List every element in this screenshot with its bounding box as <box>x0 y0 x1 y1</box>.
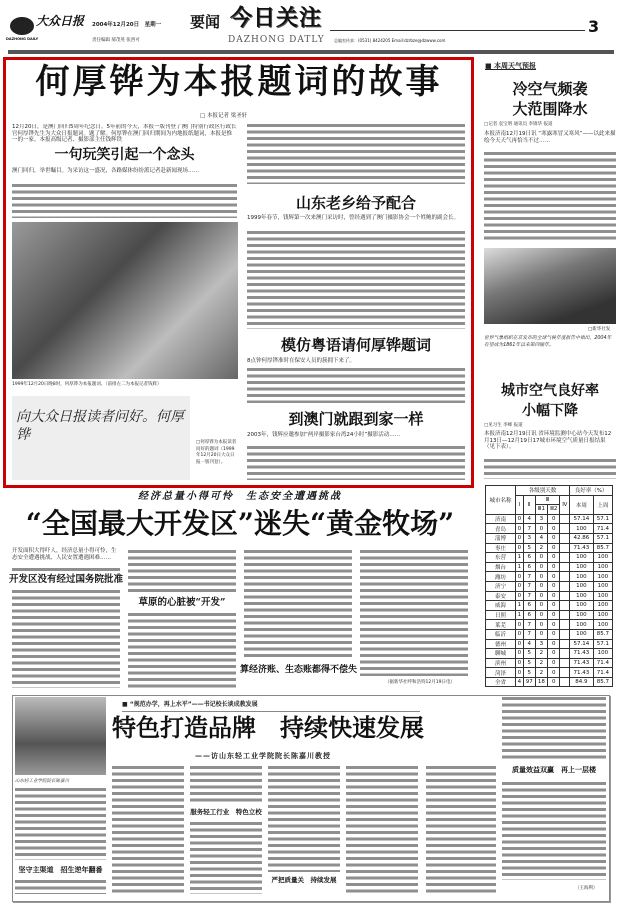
table-cell: 71.43 <box>570 649 594 659</box>
weather-title-1: 冷空气频袭 <box>512 80 588 98</box>
table-cell: 烟台 <box>486 562 516 572</box>
newspaper-logo-icon <box>10 17 34 35</box>
table-cell: 85.7 <box>593 677 612 687</box>
table-cell: 全省 <box>486 677 516 687</box>
table-cell: 42.86 <box>570 533 594 543</box>
table-cell: 2 <box>535 668 547 678</box>
section-snippet: 8点钟何厚铧准时在保安人员的簇拥下来了。 <box>247 358 356 364</box>
table-cell: 71.4 <box>593 658 612 668</box>
table-cell: 84.9 <box>570 677 594 687</box>
subhead-cantonese: 模仿粤语请何厚铧题词 <box>280 336 431 354</box>
table-cell: 100 <box>570 601 594 611</box>
devzone-snippet: 开发面积大得吓人，经济总量小得可怜，生态安全遭遇挑战、人民安置遭遇困难…… <box>12 548 117 561</box>
table-cell: 0 <box>548 620 560 630</box>
table-cell: 4 <box>515 677 523 687</box>
subhead-macau-home: 到澳门就跟到家一样 <box>288 410 424 428</box>
table-cell: 57.1 <box>593 533 612 543</box>
table-cell: 0 <box>548 629 560 639</box>
article-text <box>12 568 120 572</box>
interview-author: （王海利） <box>575 886 598 891</box>
table-cell: 0 <box>515 639 523 649</box>
table-cell: 57.1 <box>593 514 612 524</box>
table-cell: 100 <box>570 524 594 534</box>
table-row <box>486 591 613 601</box>
table-cell: 临沂 <box>486 629 516 639</box>
weather-byline: □记者 袁宝明 通讯员 李锦华 报道 <box>484 122 553 127</box>
interview-kicker: ■ “规范办学，再上水平”——书记校长谈成教发展 <box>122 701 258 708</box>
article-text <box>12 590 120 688</box>
col-rate: 良好率（%） <box>570 486 613 496</box>
header-rule <box>330 30 585 31</box>
table-cell: 0 <box>548 514 560 524</box>
table-cell: 7 <box>523 591 535 601</box>
table-cell: 100 <box>593 562 612 572</box>
table-cell: 东营 <box>486 553 516 563</box>
subhead-grassland: 草原的心脏被“开发” <box>138 597 226 608</box>
table-cell <box>560 514 570 524</box>
table-cell <box>560 601 570 611</box>
article-text <box>426 766 496 894</box>
table-cell <box>560 533 570 543</box>
table-cell: 100 <box>570 620 594 630</box>
table-row <box>486 629 613 639</box>
table-cell: 2 <box>535 649 547 659</box>
subhead-hometown: 山东老乡给予配合 <box>295 194 416 212</box>
article-text <box>502 697 606 759</box>
table-cell: 0 <box>515 629 523 639</box>
table-cell: 7 <box>523 629 535 639</box>
weather-tag: ■ 本周天气预报 <box>485 62 537 70</box>
weekday: 星期一 <box>144 22 162 28</box>
table-cell: 0 <box>515 658 523 668</box>
table-row <box>486 562 613 572</box>
table-cell <box>560 639 570 649</box>
article-text <box>15 880 106 894</box>
subhead-economy: 算经济账、生态账都得不偿失 <box>240 665 358 675</box>
table-cell: 0 <box>535 562 547 572</box>
issue-date <box>92 22 161 29</box>
table-cell: 0 <box>548 601 560 611</box>
signing-photo <box>12 222 238 379</box>
lead-headline: 何厚铧为本报题词的故事 <box>35 62 443 102</box>
table-cell: 97 <box>523 677 535 687</box>
table-cell: 100 <box>593 581 612 591</box>
table-cell: 57.14 <box>570 514 594 524</box>
weather-title-2: 大范围降水 <box>512 100 588 118</box>
table-cell: 威海 <box>486 601 516 611</box>
table-row <box>486 649 613 659</box>
subhead-no-approval: 开发区没有经过国务院批准 <box>8 574 123 585</box>
weather-snippet: 本报济南12月19日讯 “寒露寒冒又寒风”——以此来描绘今天天气再恰当不过…… <box>484 131 616 144</box>
col-II: Ⅱ <box>523 495 535 514</box>
table-cell <box>560 610 570 620</box>
table-cell <box>560 543 570 553</box>
page-number: 3 <box>588 17 600 36</box>
section-name: 要闻 <box>190 13 221 31</box>
table-row <box>486 620 613 630</box>
photo-caption: 山东轻工业学院院长陈嘉川 <box>15 779 69 784</box>
table-cell: 7 <box>523 572 535 582</box>
calligraphy-text: 向大众日报读者问好。何厚铧 <box>16 409 184 443</box>
article-text <box>484 459 616 479</box>
subhead-industry: 服务轻工行业 特色立校 <box>190 808 262 816</box>
table-cell: 0 <box>548 562 560 572</box>
table-cell: 100 <box>593 610 612 620</box>
col-I: Ⅰ <box>515 495 523 514</box>
kicker-rule <box>122 711 420 712</box>
table-cell <box>560 524 570 534</box>
table-cell: 0 <box>548 572 560 582</box>
table-cell: 6 <box>523 553 535 563</box>
col-city: 城市名称 <box>486 486 516 515</box>
table-cell: 0 <box>535 610 547 620</box>
table-cell: 7 <box>523 620 535 630</box>
table-cell <box>560 572 570 582</box>
contact-info: 总编室传真：(0531) 8424205 Email:dzrbze@dzwww.com <box>334 38 446 43</box>
table-cell: 青岛 <box>486 524 516 534</box>
table-cell: 4 <box>523 514 535 524</box>
table-cell: 18 <box>535 677 547 687</box>
table-cell: 100 <box>593 601 612 611</box>
col-III1: Ⅲ1 <box>535 505 547 515</box>
table-cell: 0 <box>535 601 547 611</box>
col-last-week: 上周 <box>593 495 612 514</box>
table-cell: 0 <box>548 553 560 563</box>
photo-caption: 1999年12月20日晚8时，何厚铧为本报题词。（前排左二为本报记者钱辉） <box>12 382 162 387</box>
table-cell: 0 <box>535 581 547 591</box>
table-row <box>486 601 613 611</box>
table-cell: 0 <box>515 514 523 524</box>
table-cell: 0 <box>515 591 523 601</box>
table-cell: 5 <box>523 543 535 553</box>
devzone-headline: “全国最大开发区”迷失“黄金牧场” <box>25 507 455 540</box>
table-cell: 100 <box>570 610 594 620</box>
section-snippet: 1999年春节，钱辉第一次来澳门采访时，曾经遇到了澳门摄影协会一个姓鲍的副会长。 <box>247 215 459 221</box>
table-cell: 0 <box>548 533 560 543</box>
table-cell: 1 <box>515 601 523 611</box>
table-cell: 0 <box>535 591 547 601</box>
devzone-kicker: 经济总量小得可怜 生态安全遭遇挑战 <box>138 491 342 502</box>
lead-byline: □ 本报记者 梁圣轩 <box>200 113 248 119</box>
table-cell: 100 <box>593 591 612 601</box>
table-cell: 0 <box>535 524 547 534</box>
interview-subtitle: ——访山东轻工业学院院长陈嘉川教授 <box>195 752 331 760</box>
masthead <box>0 0 622 55</box>
table-cell: 1 <box>515 562 523 572</box>
table-cell <box>560 553 570 563</box>
table-row <box>486 610 613 620</box>
table-row <box>486 553 613 563</box>
col-levels: 各级别天数 <box>515 486 569 496</box>
table-cell: 潍坊 <box>486 572 516 582</box>
table-cell: 0 <box>515 581 523 591</box>
table-row <box>486 668 613 678</box>
col-IV: Ⅳ <box>560 495 570 514</box>
table-row <box>486 639 613 649</box>
section-snippet: 2003年，钱辉应邀参加“两岸摄影家台湾24小时”摄影活动…… <box>247 432 401 438</box>
table-cell: 5 <box>523 649 535 659</box>
president-photo <box>15 697 106 775</box>
article-text <box>360 550 468 676</box>
air-table-body <box>486 514 613 687</box>
table-cell <box>560 620 570 630</box>
table-cell: 85.7 <box>593 629 612 639</box>
article-text <box>244 550 352 660</box>
table-cell: 日照 <box>486 610 516 620</box>
table-cell: 100 <box>570 581 594 591</box>
editors: 责任编辑 郝茂英 张西可 <box>92 38 140 43</box>
table-cell <box>560 562 570 572</box>
table-cell <box>560 581 570 591</box>
table-cell: 枣庄 <box>486 543 516 553</box>
table-cell: 6 <box>523 562 535 572</box>
interview-headline: 特色打造品牌 持续快速发展 <box>112 714 424 742</box>
table-cell: 0 <box>548 649 560 659</box>
table-cell: 4 <box>523 639 535 649</box>
lead-intro: 12月20日，是澳门回归5周年纪念日。5年前的今天，本报一版刊登了澳门特别行政区行政长官何厚铧先生为大众日报题词。题了解。何厚铧在澳门回归期间为内地报纸题词，本报是惟一的一家。本报高级记者、摄影部主任钱辉铁 <box>12 124 237 143</box>
table-cell: 100 <box>593 572 612 582</box>
article-text <box>247 446 465 480</box>
table-cell: 85.7 <box>593 543 612 553</box>
table-cell: 6 <box>523 601 535 611</box>
table-cell: 57.1 <box>593 639 612 649</box>
article-text <box>346 766 418 894</box>
table-cell <box>560 629 570 639</box>
table-cell: 淄博 <box>486 533 516 543</box>
col-III: Ⅲ <box>535 495 560 505</box>
table-cell: 0 <box>515 620 523 630</box>
table-cell: 100 <box>570 591 594 601</box>
table-cell: 0 <box>548 668 560 678</box>
table-cell: 0 <box>515 533 523 543</box>
table-cell: 71.4 <box>593 668 612 678</box>
table-cell <box>560 658 570 668</box>
table-cell: 6 <box>523 610 535 620</box>
table-cell: 1 <box>515 553 523 563</box>
table-cell: 滨州 <box>486 658 516 668</box>
table-cell: 1 <box>515 610 523 620</box>
table-cell: 7 <box>523 581 535 591</box>
table-cell: 2 <box>535 543 547 553</box>
masthead-rule <box>8 50 614 54</box>
table-cell <box>560 591 570 601</box>
table-cell: 0 <box>548 543 560 553</box>
table-cell: 3 <box>535 514 547 524</box>
table-cell: 3 <box>523 533 535 543</box>
air-title-1: 城市空气良好率 <box>501 383 599 399</box>
air-byline: □见习生 李峰 报道 <box>484 423 523 428</box>
table-cell <box>560 668 570 678</box>
table-cell <box>560 677 570 687</box>
table-row <box>486 514 613 524</box>
table-cell: 泰安 <box>486 591 516 601</box>
table-cell: 100 <box>593 649 612 659</box>
section-subtitle: DAZHONG DATLY <box>228 35 325 45</box>
table-cell: 71.43 <box>570 668 594 678</box>
article-text <box>502 782 606 880</box>
table-cell: 0 <box>535 629 547 639</box>
table-cell: 100 <box>570 572 594 582</box>
col-III2: Ⅲ2 <box>548 505 560 515</box>
date: 2004年12月20日 <box>92 22 140 28</box>
article-text <box>190 766 262 802</box>
table-cell: 0 <box>548 581 560 591</box>
table-cell <box>560 649 570 659</box>
table-cell: 0 <box>515 668 523 678</box>
newspaper-name: 大众日报 <box>36 14 85 28</box>
table-cell: 100 <box>570 629 594 639</box>
table-cell: 71.43 <box>570 543 594 553</box>
table-row <box>486 677 613 687</box>
article-text <box>484 152 616 240</box>
table-row <box>486 524 613 534</box>
table-cell: 聊城 <box>486 649 516 659</box>
table-cell: 3 <box>535 639 547 649</box>
col-this-week: 本周 <box>570 495 594 514</box>
table-row <box>486 581 613 591</box>
article-text <box>247 124 465 184</box>
table-cell: 100 <box>570 562 594 572</box>
article-text <box>12 184 237 218</box>
subhead-joke: 一句玩笑引起一个念头 <box>54 147 195 163</box>
calligraphy-image <box>12 396 190 480</box>
article-text <box>268 766 340 872</box>
article-text <box>128 613 236 688</box>
air-title-2: 小幅下降 <box>522 403 578 419</box>
air-quality-table <box>485 485 613 687</box>
table-cell: 100 <box>570 553 594 563</box>
photo-credit: □新华社发 <box>588 327 611 332</box>
table-cell: 100 <box>593 620 612 630</box>
subhead-win-win: 质量效益双赢 再上一层楼 <box>512 765 596 774</box>
subhead-quality: 严把质量关 持续发展 <box>271 876 337 884</box>
section-title: 今日关注 <box>230 6 323 31</box>
table-cell: 0 <box>548 610 560 620</box>
table-cell: 5 <box>523 658 535 668</box>
table-cell: 济南 <box>486 514 516 524</box>
table-row <box>486 572 613 582</box>
table-row <box>486 533 613 543</box>
coast-photo <box>484 248 616 324</box>
table-cell: 100 <box>593 553 612 563</box>
article-text <box>15 788 106 860</box>
table-cell: 0 <box>548 677 560 687</box>
table-cell: 0 <box>515 543 523 553</box>
logo-text: DAZHONG DAILY <box>6 37 39 41</box>
table-row <box>486 658 613 668</box>
table-cell: 0 <box>548 658 560 668</box>
table-cell: 7 <box>523 524 535 534</box>
article-text <box>247 231 465 329</box>
table-cell: 4 <box>535 533 547 543</box>
table-cell: 0 <box>548 639 560 649</box>
article-text <box>128 550 236 594</box>
calligraphy-caption: □何厚铧为本报读者问好的题词（1999年12月20日大众日报一版刊登）。 <box>196 440 237 465</box>
subhead-enrollment: 坚守主渠道 招生逆年翻番 <box>18 865 103 874</box>
table-cell: 德州 <box>486 639 516 649</box>
table-cell: 0 <box>535 572 547 582</box>
table-cell: 0 <box>515 572 523 582</box>
table-cell: 0 <box>515 649 523 659</box>
article-text <box>112 766 184 894</box>
photo-caption: 世界气象组织在京发布的全球气候年度报告中指出，2004年有望成为1861年以来第四暖年。 <box>484 336 612 348</box>
table-cell: 0 <box>535 553 547 563</box>
table-cell: 0 <box>535 620 547 630</box>
table-cell: 济宁 <box>486 581 516 591</box>
table-cell: 0 <box>548 591 560 601</box>
air-snippet: 本报济南12月19日讯 省环境监测中心站今天发布12月13日—12月19日17城市环境空气质量日报结果（见下表）。 <box>484 431 612 450</box>
section-snippet: 澳门回归，举世瞩目。为采访这一盛况，各路媒体纷纷派记者赴新闻现场…… <box>12 168 200 174</box>
table-cell: 57.14 <box>570 639 594 649</box>
article-text <box>247 368 465 403</box>
table-cell: 71.4 <box>593 524 612 534</box>
article-text <box>190 822 262 894</box>
table-row <box>486 543 613 553</box>
devzone-source: （据新华社呼和浩特12月19日电） <box>385 680 455 685</box>
table-cell: 莱芜 <box>486 620 516 630</box>
table-cell: 71.43 <box>570 658 594 668</box>
table-cell: 2 <box>535 658 547 668</box>
table-cell: 5 <box>523 668 535 678</box>
table-cell: 0 <box>548 524 560 534</box>
table-cell: 菏泽 <box>486 668 516 678</box>
table-cell: 0 <box>515 524 523 534</box>
